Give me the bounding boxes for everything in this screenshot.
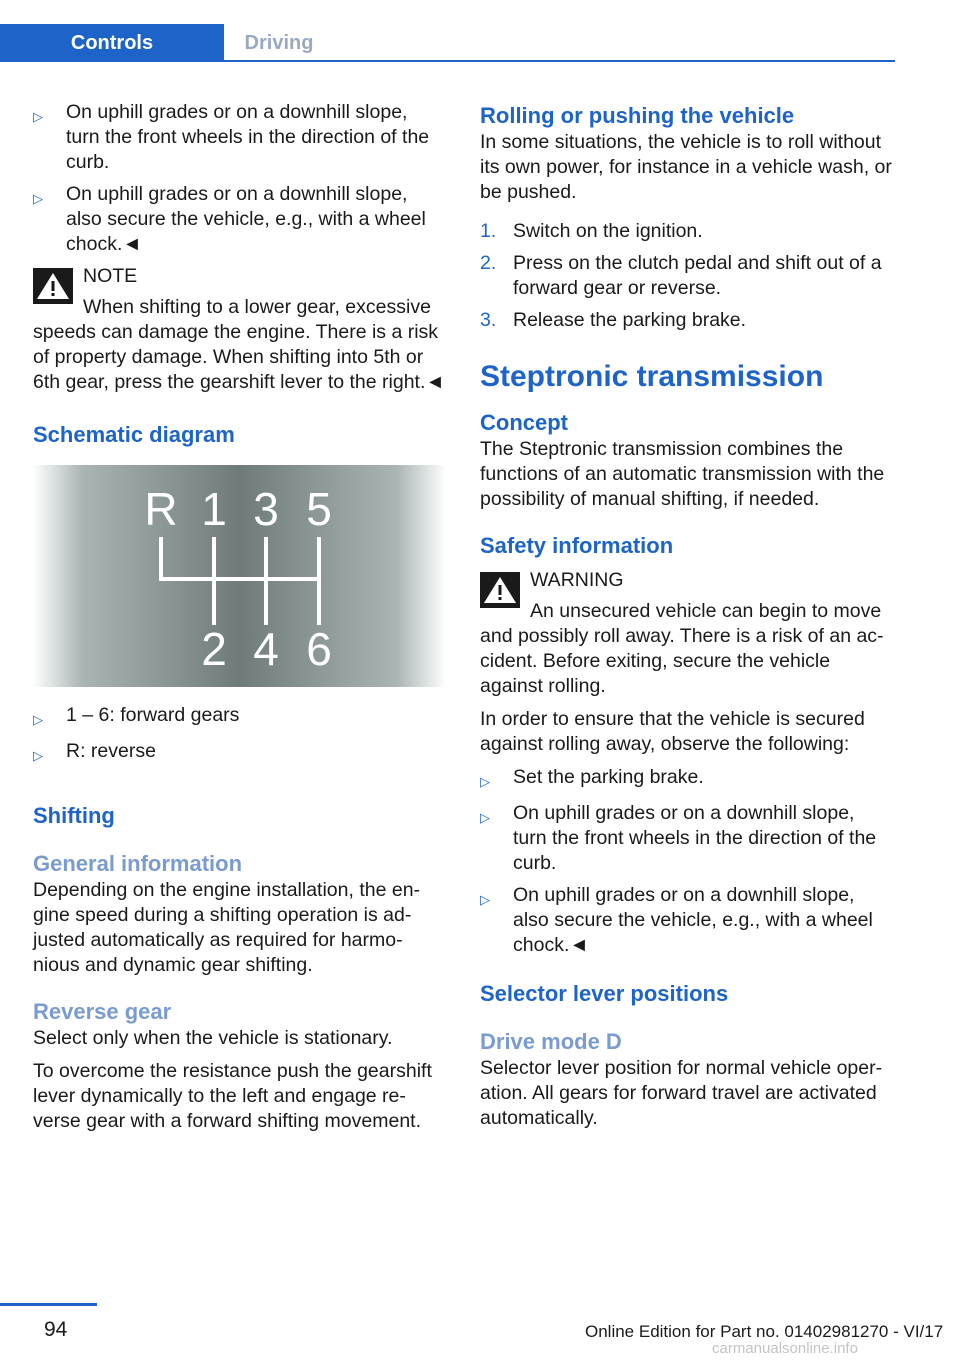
warning-block — [480, 568, 893, 699]
footer-rule — [0, 1303, 97, 1306]
page-header — [0, 0, 895, 62]
general-info-heading: General information — [33, 851, 243, 876]
note-text: When shifting to a lower gear, excessive speeds can damage the engine. There is a risk of property damage. When shifting into 5th or 6th gear, press the gearshift lever to the right.◄ — [33, 296, 445, 393]
drive-mode-heading: Drive mode D — [480, 1029, 622, 1054]
list-item-text: Set the parking brake. — [513, 766, 704, 788]
right-column — [480, 100, 893, 1139]
warning-text: An unsecured vehicle can begin to move and possibly roll away. There is a risk of an ac‐ cident. Before exiting, secure the vehicle against rolling. — [480, 600, 884, 697]
list-item-text: R: reverse — [66, 740, 156, 762]
list-item-text: Press on the clutch pedal and shift out of a forward gear or reverse. — [513, 252, 882, 299]
triangle-right-icon: ▷ — [480, 774, 490, 789]
list-item — [33, 100, 446, 175]
warning-triangle-icon — [33, 268, 73, 304]
ensure-text: In order to ensure that the vehicle is secured against rolling away, observe the following: — [480, 708, 865, 755]
list-item — [33, 739, 446, 768]
list-item — [33, 703, 446, 732]
list-item-text: On uphill grades or on a downhill slope, also secure the vehicle, e.g., with a wheel chock.◄ — [66, 183, 426, 255]
step-number: 1. — [480, 220, 497, 242]
warning-label: WARNING — [530, 569, 624, 591]
triangle-right-icon: ▷ — [480, 810, 490, 825]
watermark: carmanualsonline.info — [712, 1340, 858, 1357]
rolling-text: In some situations, the vehicle is to roll without its own power, for instance in a vehicle wash, or be pushed. — [480, 131, 892, 203]
selector-heading: Selector lever positions — [480, 981, 729, 1006]
note-block — [33, 264, 446, 395]
steptronic-heading: Steptronic transmission — [480, 360, 824, 393]
list-item — [480, 219, 893, 244]
gear-label: 1 — [201, 483, 227, 535]
triangle-right-icon: ▷ — [33, 191, 43, 206]
step-number: 3. — [480, 309, 497, 331]
header-rule — [0, 60, 895, 62]
gear-label: R — [144, 483, 178, 535]
concept-text: The Steptronic transmission combines the functions of an automatic transmission with the possibility of manual shifting, if needed. — [480, 438, 885, 510]
list-item-text: On uphill grades or on a downhill slope, turn the front wheels in the direction of the curb. — [513, 802, 877, 874]
shift-pattern-image — [33, 465, 446, 687]
gear-label: 4 — [253, 623, 279, 675]
triangle-right-icon: ▷ — [33, 712, 43, 727]
list-item — [480, 883, 893, 958]
shift-pattern-diagram — [33, 465, 446, 687]
list-item — [480, 308, 893, 333]
edition-text: Online Edition for Part no. 01402981270 - VI/17 — [585, 1322, 944, 1341]
list-item-text: Switch on the ignition. — [513, 220, 703, 242]
triangle-right-icon: ▷ — [33, 109, 43, 124]
left-column — [33, 100, 446, 1142]
list-item-text: On uphill grades or on a downhill slope, also secure the vehicle, e.g., with a wheel chock.◄ — [513, 884, 873, 956]
note-label: NOTE — [83, 265, 138, 287]
safety-heading: Safety information — [480, 533, 674, 558]
drive-mode-text: Selector lever position for normal vehicle oper‐ ation. All gears for forward travel are activated automatically. — [480, 1057, 883, 1129]
warning-triangle-icon — [480, 572, 520, 608]
list-item — [480, 251, 893, 301]
gear-label: 3 — [253, 483, 279, 535]
triangle-right-icon: ▷ — [480, 892, 490, 907]
gear-label: 6 — [306, 623, 332, 675]
list-item — [480, 765, 893, 794]
schematic-heading: Schematic diagram — [33, 422, 235, 447]
reverse-gear-text: To overcome the resistance push the gearshift lever dynamically to the left and engage re‐ verse gear with a forward shifting movement. — [33, 1060, 432, 1132]
gear-label: 5 — [306, 483, 332, 535]
list-item-text: Release the parking brake. — [513, 309, 747, 331]
shifting-heading: Shifting — [33, 803, 115, 828]
page-number: 94 — [44, 1318, 68, 1341]
reverse-gear-heading: Reverse gear — [33, 999, 172, 1024]
list-item — [33, 182, 446, 257]
list-item-text: On uphill grades or on a downhill slope, turn the front wheels in the direction of the curb. — [66, 101, 430, 173]
list-item-text: 1 – 6: forward gears — [66, 704, 240, 726]
general-info-text: Depending on the engine installation, the en‐ gine speed during a shifting operation is ad‐ justed automatically as required for harmo‐ nious and dynamic gear shifting. — [33, 879, 421, 976]
reverse-gear-text: Select only when the vehicle is stationary. — [33, 1027, 393, 1049]
tab-driving[interactable]: Driving — [244, 31, 314, 54]
triangle-right-icon: ▷ — [33, 748, 43, 763]
tab-controls[interactable]: Controls — [0, 24, 224, 62]
gear-label: 2 — [201, 623, 227, 675]
concept-heading: Concept — [480, 410, 568, 435]
list-item — [480, 801, 893, 876]
rolling-heading: Rolling or pushing the vehicle — [480, 103, 795, 128]
step-number: 2. — [480, 252, 497, 274]
